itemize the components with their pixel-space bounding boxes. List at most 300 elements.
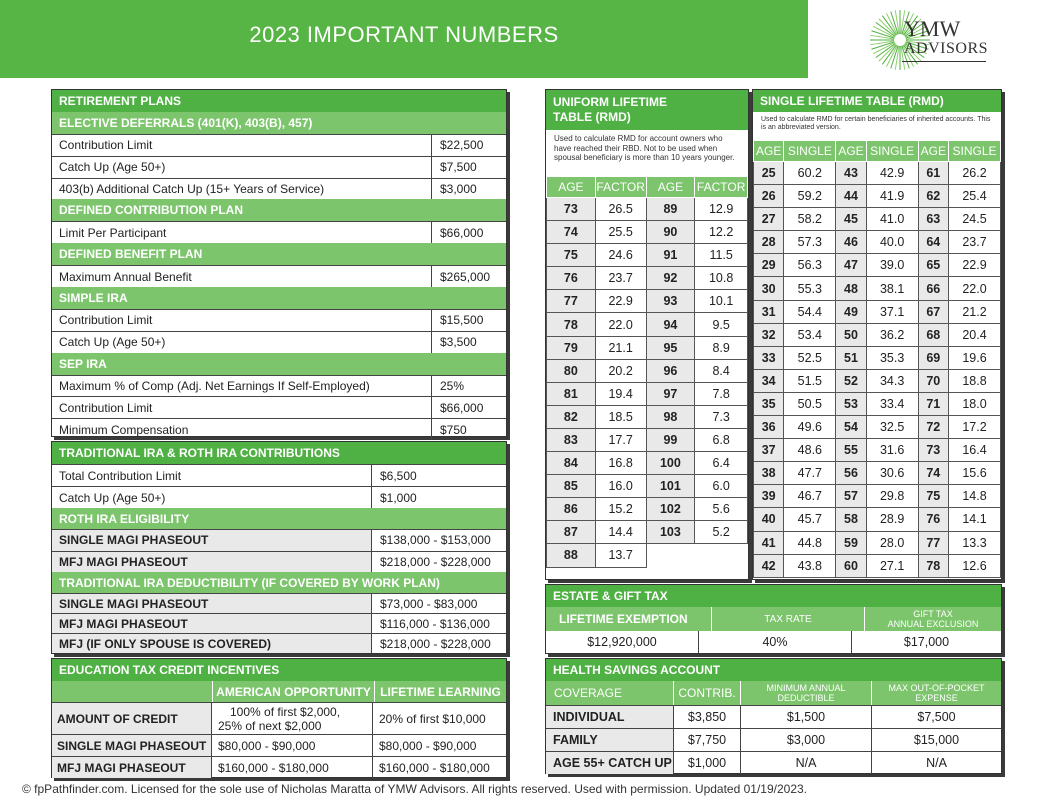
retirement-row — [52, 178, 506, 200]
ira-row-label: MFJ MAGI PHASEOUT — [52, 552, 372, 573]
single-age-cell: 30 — [754, 277, 784, 300]
lifetime-exemption-header: LIFETIME EXEMPTION — [546, 607, 712, 631]
max-oop-header-line1: MAX OUT-OF-POCKET — [888, 683, 985, 693]
retirement-row-value: 25% — [440, 378, 465, 393]
logo-underline — [902, 61, 986, 62]
single-age-cell: 53 — [836, 392, 866, 415]
single-age-cell: 49 — [836, 300, 866, 323]
single-age-cell: 35 — [754, 392, 784, 415]
logo-line2: ADVISORS — [904, 40, 989, 57]
american-opportunity-line1: $160,000 - $180,000 — [218, 760, 329, 775]
american-opportunity-line1: $80,000 - $90,000 — [218, 738, 316, 753]
single-age-cell: 31 — [754, 300, 784, 323]
uniform-factor-cell: 8.9 — [695, 336, 748, 359]
uniform-row — [547, 382, 748, 405]
single-factor-cell: 28.9 — [866, 508, 918, 531]
single-age-cell: 75 — [918, 485, 948, 508]
uniform-row — [547, 521, 748, 544]
single-factor-cell: 33.4 — [866, 392, 918, 415]
single-age-cell: 59 — [836, 531, 866, 554]
single-age-cell: 65 — [918, 254, 948, 277]
roth-eligibility-label: ROTH IRA ELIGIBILITY — [52, 508, 506, 529]
single-factor-cell: 46.7 — [784, 485, 836, 508]
education-body — [52, 702, 506, 778]
ira-row-value: $116,000 - $136,000 — [380, 616, 490, 631]
uniform-row — [547, 498, 748, 521]
single-row — [754, 392, 1001, 415]
uniform-row — [547, 405, 748, 428]
uniform-age-cell: 103 — [646, 521, 695, 544]
uniform-title-line1: UNIFORM LIFETIME — [553, 95, 667, 109]
single-factor-cell: 41.0 — [866, 208, 918, 231]
retirement-row-value: $3,000 — [440, 181, 477, 196]
single-age-cell: 60 — [836, 554, 866, 577]
single-factor-cell: 48.6 — [784, 439, 836, 462]
retirement-row-value: $7,500 — [440, 160, 477, 175]
uniform-age-cell: 76 — [547, 267, 596, 290]
education-header-row — [52, 681, 506, 702]
uniform-age-cell: 96 — [646, 359, 695, 382]
retirement-row — [52, 396, 506, 418]
retirement-row-label: Catch Up (Age 50+) — [52, 157, 432, 178]
gift-tax-header-line1: GIFT TAX — [913, 609, 953, 619]
retirement-row — [52, 221, 506, 243]
uniform-row — [547, 452, 748, 475]
uniform-age-cell: 74 — [547, 221, 596, 244]
retirement-group-label: ELECTIVE DEFERRALS (401(K), 403(B), 457) — [52, 112, 506, 134]
single-factor-cell: 14.1 — [949, 508, 1001, 531]
hsa-max-oop-value: $7,500 — [917, 710, 956, 724]
uniform-factor-cell: 11.5 — [695, 244, 748, 267]
uniform-age-cell: 85 — [547, 475, 596, 498]
uniform-row — [547, 428, 748, 451]
hsa-header-row — [546, 681, 1001, 705]
uniform-header-row — [547, 177, 748, 198]
retirement-row-value: $15,500 — [440, 313, 484, 328]
single-lifetime-section — [752, 89, 1002, 580]
uniform-factor-cell: 25.5 — [595, 221, 646, 244]
uniform-factor-cell: 10.8 — [695, 267, 748, 290]
retirement-row — [52, 375, 506, 397]
single-header-cell: AGE — [836, 141, 866, 162]
single-factor-cell: 22.9 — [949, 254, 1001, 277]
single-note: Used to calculate RMD for certain beneficiaries of inherited accounts. This is an abbreviated version. — [761, 116, 991, 132]
gift-tax-header — [865, 607, 1001, 631]
retirement-row-label: Maximum Annual Benefit — [52, 266, 432, 287]
hsa-deductible-value: $1,500 — [741, 706, 872, 728]
ira-row — [52, 633, 506, 653]
single-factor-cell: 19.6 — [949, 346, 1001, 369]
single-row — [754, 254, 1001, 277]
ira-body — [52, 464, 506, 653]
american-opportunity-line2: 25% of next $2,000 — [218, 718, 322, 733]
header-banner — [0, 0, 808, 78]
single-row — [754, 416, 1001, 439]
uniform-row — [547, 313, 748, 336]
retirement-row-value: $66,000 — [440, 225, 484, 240]
single-factor-cell: 60.2 — [784, 162, 836, 185]
hsa-coverage-label: FAMILY — [546, 729, 674, 751]
single-header-cell: SINGLE — [784, 141, 836, 162]
single-factor-cell: 40.0 — [866, 231, 918, 254]
single-age-cell: 52 — [836, 369, 866, 392]
single-table — [753, 140, 1001, 578]
single-factor-cell: 51.5 — [784, 369, 836, 392]
retirement-row-label: Limit Per Participant — [52, 222, 432, 243]
trad-deductibility-label: TRADITIONAL IRA DEDUCTIBILITY (IF COVERED BY WORK PLAN) — [52, 572, 506, 593]
contrib-header: CONTRIB. — [674, 681, 741, 705]
single-row — [754, 439, 1001, 462]
retirement-body — [52, 112, 506, 440]
uniform-age-cell: 81 — [547, 382, 596, 405]
single-age-cell: 73 — [918, 439, 948, 462]
single-factor-cell: 18.8 — [949, 369, 1001, 392]
hsa-max-oop-value: $15,000 — [913, 733, 960, 747]
uniform-row — [547, 290, 748, 313]
retirement-row-value: $750 — [440, 422, 467, 437]
uniform-factor-cell: 12.9 — [695, 198, 748, 221]
ira-row-label: Total Contribution Limit — [52, 465, 372, 486]
single-factor-cell: 39.0 — [866, 254, 918, 277]
single-age-cell: 25 — [754, 162, 784, 185]
single-age-cell: 28 — [754, 231, 784, 254]
single-row — [754, 323, 1001, 346]
uniform-row — [547, 267, 748, 290]
ira-row-value: $138,000 - $153,000 — [380, 533, 491, 548]
hsa-row — [546, 751, 1001, 774]
uniform-factor-cell: 22.0 — [595, 313, 646, 336]
single-row — [754, 231, 1001, 254]
uniform-factor-cell: 6.8 — [695, 428, 748, 451]
single-age-cell: 72 — [918, 416, 948, 439]
single-age-cell: 48 — [836, 277, 866, 300]
single-age-cell: 55 — [836, 439, 866, 462]
single-row — [754, 531, 1001, 554]
single-row — [754, 462, 1001, 485]
page-title: 2023 IMPORTANT NUMBERS — [249, 22, 559, 47]
uniform-factor-cell: 20.2 — [595, 359, 646, 382]
hsa-deductible-value: $3,000 — [741, 729, 872, 751]
single-factor-cell: 23.7 — [949, 231, 1001, 254]
single-age-cell: 57 — [836, 485, 866, 508]
single-age-cell: 26 — [754, 185, 784, 208]
single-factor-cell: 28.0 — [866, 531, 918, 554]
single-age-cell: 77 — [918, 531, 948, 554]
uniform-age-cell: 82 — [547, 405, 596, 428]
retirement-row — [52, 331, 506, 353]
hsa-row — [546, 705, 1001, 728]
american-opportunity-value — [212, 735, 373, 756]
single-factor-cell: 18.0 — [949, 392, 1001, 415]
uniform-age-cell: 92 — [646, 267, 695, 290]
single-age-cell: 50 — [836, 323, 866, 346]
estate-value-row — [546, 631, 1001, 653]
single-factor-cell: 45.7 — [784, 508, 836, 531]
single-factor-cell: 47.7 — [784, 462, 836, 485]
retirement-row-label: Catch Up (Age 50+) — [52, 332, 432, 353]
retirement-row-label: Contribution Limit — [52, 310, 432, 331]
single-header-cell: AGE — [754, 141, 784, 162]
ira-row — [52, 593, 506, 613]
single-factor-cell: 14.8 — [949, 485, 1001, 508]
uniform-age-cell: 100 — [646, 452, 695, 475]
single-factor-cell: 43.8 — [784, 554, 836, 577]
american-opportunity-line1: 100% of first $2,000, — [230, 704, 341, 719]
gift-exclusion-value: $17,000 — [903, 635, 950, 649]
single-factor-cell: 56.3 — [784, 254, 836, 277]
single-factor-cell: 50.5 — [784, 392, 836, 415]
uniform-age-cell: 95 — [646, 336, 695, 359]
single-factor-cell: 20.4 — [949, 323, 1001, 346]
uniform-factor-cell: 18.5 — [595, 405, 646, 428]
uniform-age-cell: 78 — [547, 313, 596, 336]
uniform-age-cell: 94 — [646, 313, 695, 336]
single-age-cell: 58 — [836, 508, 866, 531]
uniform-header-cell: FACTOR — [595, 177, 646, 198]
ymw-logo — [862, 4, 1042, 74]
single-age-cell: 29 — [754, 254, 784, 277]
uniform-header-cell: AGE — [547, 177, 596, 198]
uniform-title — [546, 90, 748, 130]
hsa-coverage-label: AGE 55+ CATCH UP — [546, 752, 674, 774]
uniform-age-cell: 87 — [547, 521, 596, 544]
max-oop-header-line2: EXPENSE — [915, 693, 958, 703]
max-oop-header — [872, 681, 1001, 705]
retirement-group-label: DEFINED BENEFIT PLAN — [52, 243, 506, 265]
ira-row-value: $6,500 — [380, 468, 417, 483]
uniform-age-cell: 97 — [646, 382, 695, 405]
education-row — [52, 734, 506, 756]
uniform-factor-cell: 26.5 — [595, 198, 646, 221]
single-age-cell: 74 — [918, 462, 948, 485]
single-age-cell: 64 — [918, 231, 948, 254]
ira-row — [52, 486, 506, 508]
ira-row — [52, 529, 506, 551]
single-factor-cell: 17.2 — [949, 416, 1001, 439]
retirement-row-label: 403(b) Additional Catch Up (15+ Years of Service) — [52, 179, 432, 200]
uniform-factor-cell: 16.8 — [595, 452, 646, 475]
single-factor-cell: 52.5 — [784, 346, 836, 369]
uniform-factor-cell: 15.2 — [595, 498, 646, 521]
uniform-factor-cell: 13.7 — [595, 544, 646, 567]
uniform-row — [547, 475, 748, 498]
single-age-cell: 44 — [836, 185, 866, 208]
uniform-factor-cell: 17.7 — [595, 428, 646, 451]
retirement-row-label: Minimum Compensation — [52, 419, 432, 440]
retirement-plans-section — [51, 89, 507, 437]
ira-title: TRADITIONAL IRA & ROTH IRA CONTRIBUTIONS — [52, 442, 506, 464]
min-deductible-header-line2: DEDUCTIBLE — [777, 693, 835, 703]
single-factor-cell: 13.3 — [949, 531, 1001, 554]
single-age-cell: 32 — [754, 323, 784, 346]
single-row — [754, 185, 1001, 208]
uniform-factor-cell: 21.1 — [595, 336, 646, 359]
ira-row-value: $218,000 - $228,000 — [380, 554, 491, 569]
footer-copyright: © fpPathfinder.com. Licensed for the sole use of Nicholas Maratta of YMW Advisors. All rights reserved. Used with permission. Updated 01/19/2023. — [22, 782, 808, 796]
retirement-group-label: SIMPLE IRA — [52, 287, 506, 309]
single-factor-cell: 32.5 — [866, 416, 918, 439]
min-deductible-header-line1: MINIMUM ANNUAL — [766, 683, 846, 693]
single-age-cell: 54 — [836, 416, 866, 439]
single-row — [754, 485, 1001, 508]
ira-row-value: $73,000 - $83,000 — [380, 596, 478, 611]
single-factor-cell: 16.4 — [949, 439, 1001, 462]
single-factor-cell: 29.8 — [866, 485, 918, 508]
lifetime-learning-header: LIFETIME LEARNING — [380, 684, 501, 699]
uniform-table — [546, 176, 748, 568]
hsa-contrib-value: $3,850 — [674, 706, 741, 728]
single-age-cell: 66 — [918, 277, 948, 300]
education-row-label: AMOUNT OF CREDIT — [52, 703, 212, 734]
single-row — [754, 554, 1001, 577]
lifetime-learning-value: 20% of first $10,000 — [379, 711, 486, 726]
american-opportunity-value — [212, 757, 373, 778]
retirement-row — [52, 265, 506, 287]
uniform-row — [547, 244, 748, 267]
uniform-factor-cell: 6.0 — [695, 475, 748, 498]
single-factor-cell: 26.2 — [949, 162, 1001, 185]
single-header-cell: SINGLE — [866, 141, 918, 162]
single-age-cell: 46 — [836, 231, 866, 254]
single-age-cell: 56 — [836, 462, 866, 485]
uniform-row — [547, 359, 748, 382]
single-factor-cell: 54.4 — [784, 300, 836, 323]
uniform-note: Used to calculate RMD for account owners who have reached their RBD. Not to be used when spousal beneficiary is more than 10 years younger. — [554, 134, 735, 163]
uniform-row — [547, 198, 748, 221]
ira-row-value: $1,000 — [380, 490, 417, 505]
estate-header-row — [546, 607, 1001, 631]
hsa-deductible-value: N/A — [741, 752, 872, 774]
uniform-factor-cell: 7.3 — [695, 405, 748, 428]
tax-rate-value: 40% — [699, 631, 852, 653]
single-factor-cell: 38.1 — [866, 277, 918, 300]
estate-gift-section — [545, 584, 1002, 654]
single-age-cell: 34 — [754, 369, 784, 392]
ira-row-label: MFJ (IF ONLY SPOUSE IS COVERED) — [52, 634, 372, 653]
single-age-cell: 42 — [754, 554, 784, 577]
uniform-age-cell: 93 — [646, 290, 695, 313]
single-age-cell: 61 — [918, 162, 948, 185]
single-factor-cell: 41.9 — [866, 185, 918, 208]
single-factor-cell: 21.2 — [949, 300, 1001, 323]
hsa-title: HEALTH SAVINGS ACCOUNT — [546, 659, 1001, 681]
single-factor-cell: 35.3 — [866, 346, 918, 369]
uniform-age-cell: 83 — [547, 428, 596, 451]
uniform-age-cell: 89 — [646, 198, 695, 221]
ira-row — [52, 464, 506, 486]
single-factor-cell: 24.5 — [949, 208, 1001, 231]
single-age-cell: 33 — [754, 346, 784, 369]
single-age-cell: 38 — [754, 462, 784, 485]
education-section — [51, 658, 507, 778]
single-age-cell: 40 — [754, 508, 784, 531]
retirement-row — [52, 156, 506, 178]
uniform-factor-cell: 7.8 — [695, 382, 748, 405]
single-row — [754, 346, 1001, 369]
uniform-age-cell: 102 — [646, 498, 695, 521]
hsa-row — [546, 728, 1001, 751]
uniform-factor-cell: 22.9 — [595, 290, 646, 313]
single-factor-cell: 57.3 — [784, 231, 836, 254]
uniform-age-cell: 88 — [547, 544, 596, 567]
single-factor-cell: 25.4 — [949, 185, 1001, 208]
uniform-age-cell: 91 — [646, 244, 695, 267]
uniform-factor-cell: 9.5 — [695, 313, 748, 336]
logo-line1: YMW — [904, 16, 961, 41]
uniform-factor-cell: 16.0 — [595, 475, 646, 498]
single-age-cell: 36 — [754, 416, 784, 439]
single-title: SINGLE LIFETIME TABLE (RMD) — [753, 90, 1001, 112]
single-age-cell: 45 — [836, 208, 866, 231]
retirement-group-label: DEFINED CONTRIBUTION PLAN — [52, 199, 506, 221]
min-deductible-header — [741, 681, 872, 705]
uniform-header-cell: FACTOR — [695, 177, 748, 198]
uniform-row — [547, 221, 748, 244]
single-age-cell: 69 — [918, 346, 948, 369]
ira-section — [51, 441, 507, 654]
uniform-row — [547, 544, 748, 567]
uniform-age-cell: 90 — [646, 221, 695, 244]
ira-row — [52, 551, 506, 573]
single-age-cell: 43 — [836, 162, 866, 185]
single-factor-cell: 27.1 — [866, 554, 918, 577]
uniform-factor-cell: 5.6 — [695, 498, 748, 521]
single-factor-cell: 22.0 — [949, 277, 1001, 300]
ira-row-label: Catch Up (Age 50+) — [52, 487, 372, 508]
single-factor-cell: 36.2 — [866, 323, 918, 346]
uniform-age-cell: 99 — [646, 428, 695, 451]
uniform-age-cell — [646, 544, 695, 567]
single-header-cell: SINGLE — [949, 141, 1001, 162]
uniform-title-line2: TABLE (RMD) — [553, 110, 631, 124]
uniform-factor-cell: 6.4 — [695, 452, 748, 475]
uniform-age-cell: 98 — [646, 405, 695, 428]
single-factor-cell: 37.1 — [866, 300, 918, 323]
lifetime-learning-value: $80,000 - $90,000 — [379, 738, 477, 753]
retirement-row-label: Maximum % of Comp (Adj. Net Earnings If Self-Employed) — [52, 376, 432, 397]
uniform-age-cell: 80 — [547, 359, 596, 382]
single-age-cell: 70 — [918, 369, 948, 392]
education-row-label: MFJ MAGI PHASEOUT — [52, 757, 212, 778]
single-age-cell: 71 — [918, 392, 948, 415]
single-age-cell: 47 — [836, 254, 866, 277]
single-header-cell: AGE — [918, 141, 948, 162]
single-row — [754, 508, 1001, 531]
single-age-cell: 51 — [836, 346, 866, 369]
single-factor-cell: 12.6 — [949, 554, 1001, 577]
ira-row-value: $218,000 - $228,000 — [380, 636, 491, 651]
uniform-factor-cell: 19.4 — [595, 382, 646, 405]
hsa-max-oop-value: N/A — [926, 756, 947, 770]
single-row — [754, 300, 1001, 323]
education-row-label: SINGLE MAGI PHASEOUT — [52, 735, 212, 756]
single-factor-cell: 42.9 — [866, 162, 918, 185]
single-row — [754, 277, 1001, 300]
uniform-factor-cell: 14.4 — [595, 521, 646, 544]
uniform-factor-cell: 24.6 — [595, 244, 646, 267]
retirement-row-label: Contribution Limit — [52, 135, 432, 156]
uniform-factor-cell: 12.2 — [695, 221, 748, 244]
retirement-row — [52, 418, 506, 440]
single-factor-cell: 49.6 — [784, 416, 836, 439]
single-age-cell: 27 — [754, 208, 784, 231]
single-age-cell: 76 — [918, 508, 948, 531]
coverage-header: COVERAGE — [546, 681, 674, 705]
education-row — [52, 702, 506, 734]
lifetime-exemption-value: $12,920,000 — [546, 631, 699, 653]
single-age-cell: 37 — [754, 439, 784, 462]
tax-rate-header: TAX RATE — [712, 607, 865, 631]
